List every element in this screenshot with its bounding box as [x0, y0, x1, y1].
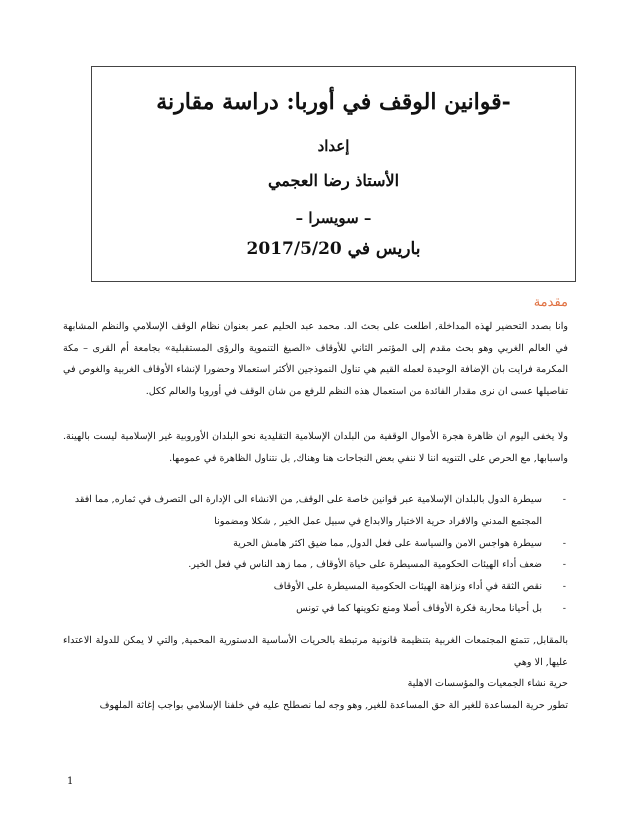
- section-heading: مقدمة: [533, 295, 568, 310]
- list-marker: -: [562, 559, 566, 571]
- author-country: – سويسرا –: [295, 209, 372, 227]
- list-item: [63, 598, 568, 620]
- list-item-text: نقص الثقة في أداء ونزاهة الهيئات الحكومية المسيطرة على الأوقاف: [273, 581, 542, 593]
- list-item: [63, 554, 568, 576]
- intro-paragraph: وانا بصدد التحضير لهذه المداخلة, اطلعت على بحث الد. محمد عبد الحليم عمر بعنوان نظام الوقف الإسلامي والنظم المشابهة في العالم الغربي وهو بحث مقدم إلى المؤتمر الثاني للأوقاف «الصيغ التنموية والرؤى المستقبلية» بجامعة أم القرى – مكة المكرمة فرايت بان الإضافة الوحيدة لعمله القيم هي تناول النموذجين الأكثر استعمالا وحضورا لإنشاء الأوقاف الغربية والغوص في تفاصيلها عسى ان نرى مقدار الفائدة من استعمال هذه النظم للرفع من شان الوقف في أوروبا والعالم ككل.: [63, 321, 568, 397]
- list-item-text: سيطرة هواجس الامن والسياسة على فعل الدول, مما ضيق اكثر هامش الحرية: [233, 537, 542, 549]
- page-number: 1: [67, 776, 74, 787]
- title-box: [91, 66, 576, 282]
- migration-paragraph: ولا يخفى اليوم ان ظاهرة هجرة الأموال الوقفية من البلدان الإسلامية التقليدية نحو البلدان الأوروبية غير الإسلامية ليست بالهينة. واسبابها, مع الحرص على التنويه اننا لا ننفي بعض النجاحات هنا وهناك, بل نتناول الظاهرة في عمومها.: [63, 431, 568, 464]
- list-item-text: بل أحيانا محاربة فكرة الأوقاف أصلا ومنع تكوينها كما في تونس: [296, 602, 542, 614]
- prepared-by-label: إعداد: [317, 137, 350, 155]
- list-marker: -: [562, 494, 566, 505]
- list-item: [63, 576, 568, 598]
- closing-line-assistance: تطور حرية المساعدة للغير الة حق المساعدة للغير, وهو وجه لما نصطلح عليه في خلفنا الإسلامي بواجب إغاثة الملهوف: [99, 699, 568, 711]
- list-item: [63, 533, 568, 555]
- closing-intro: بالمقابل, تتمتع المجتمعات الغربية بتنظيمة قانونية مرتبطة بالحريات الأساسية الدستورية المحمية, والتي لا يمكن للدولة الاعتداء عليها, الا وهي: [63, 635, 568, 668]
- closing-line-associations: حرية نشاء الجمعيات والمؤسسات الاهلية: [407, 678, 568, 689]
- list-marker: -: [562, 581, 566, 593]
- document-title: -قوانين الوقف في أوربا: دراسة مقارنة: [156, 89, 511, 115]
- list-item: [63, 489, 568, 533]
- list-marker: -: [562, 537, 566, 549]
- closing-paragraph: [63, 630, 568, 716]
- list-item-text: ضعف أداء الهيئات الحكومية المسيطرة على حياة الأوقاف , مما زهد الناس في فعل الخير.: [188, 559, 542, 571]
- causes-list: [63, 489, 568, 620]
- place-and-date: باريس في 2017/5/20: [246, 239, 421, 259]
- author-name: الأستاذ رضا العجمي: [267, 171, 400, 190]
- list-item-text: سيطرة الدول بالبلدان الإسلامية عبر قوانين خاصة على الوقف, من الانشاء الى الإدارة الى التصرف في ثماره, مما افقد المجتمع المدني والافراد حرية الاختيار والابداع في سبيل عمل الخير , شكلا ومضمونا: [74, 494, 542, 527]
- list-marker: -: [562, 602, 566, 614]
